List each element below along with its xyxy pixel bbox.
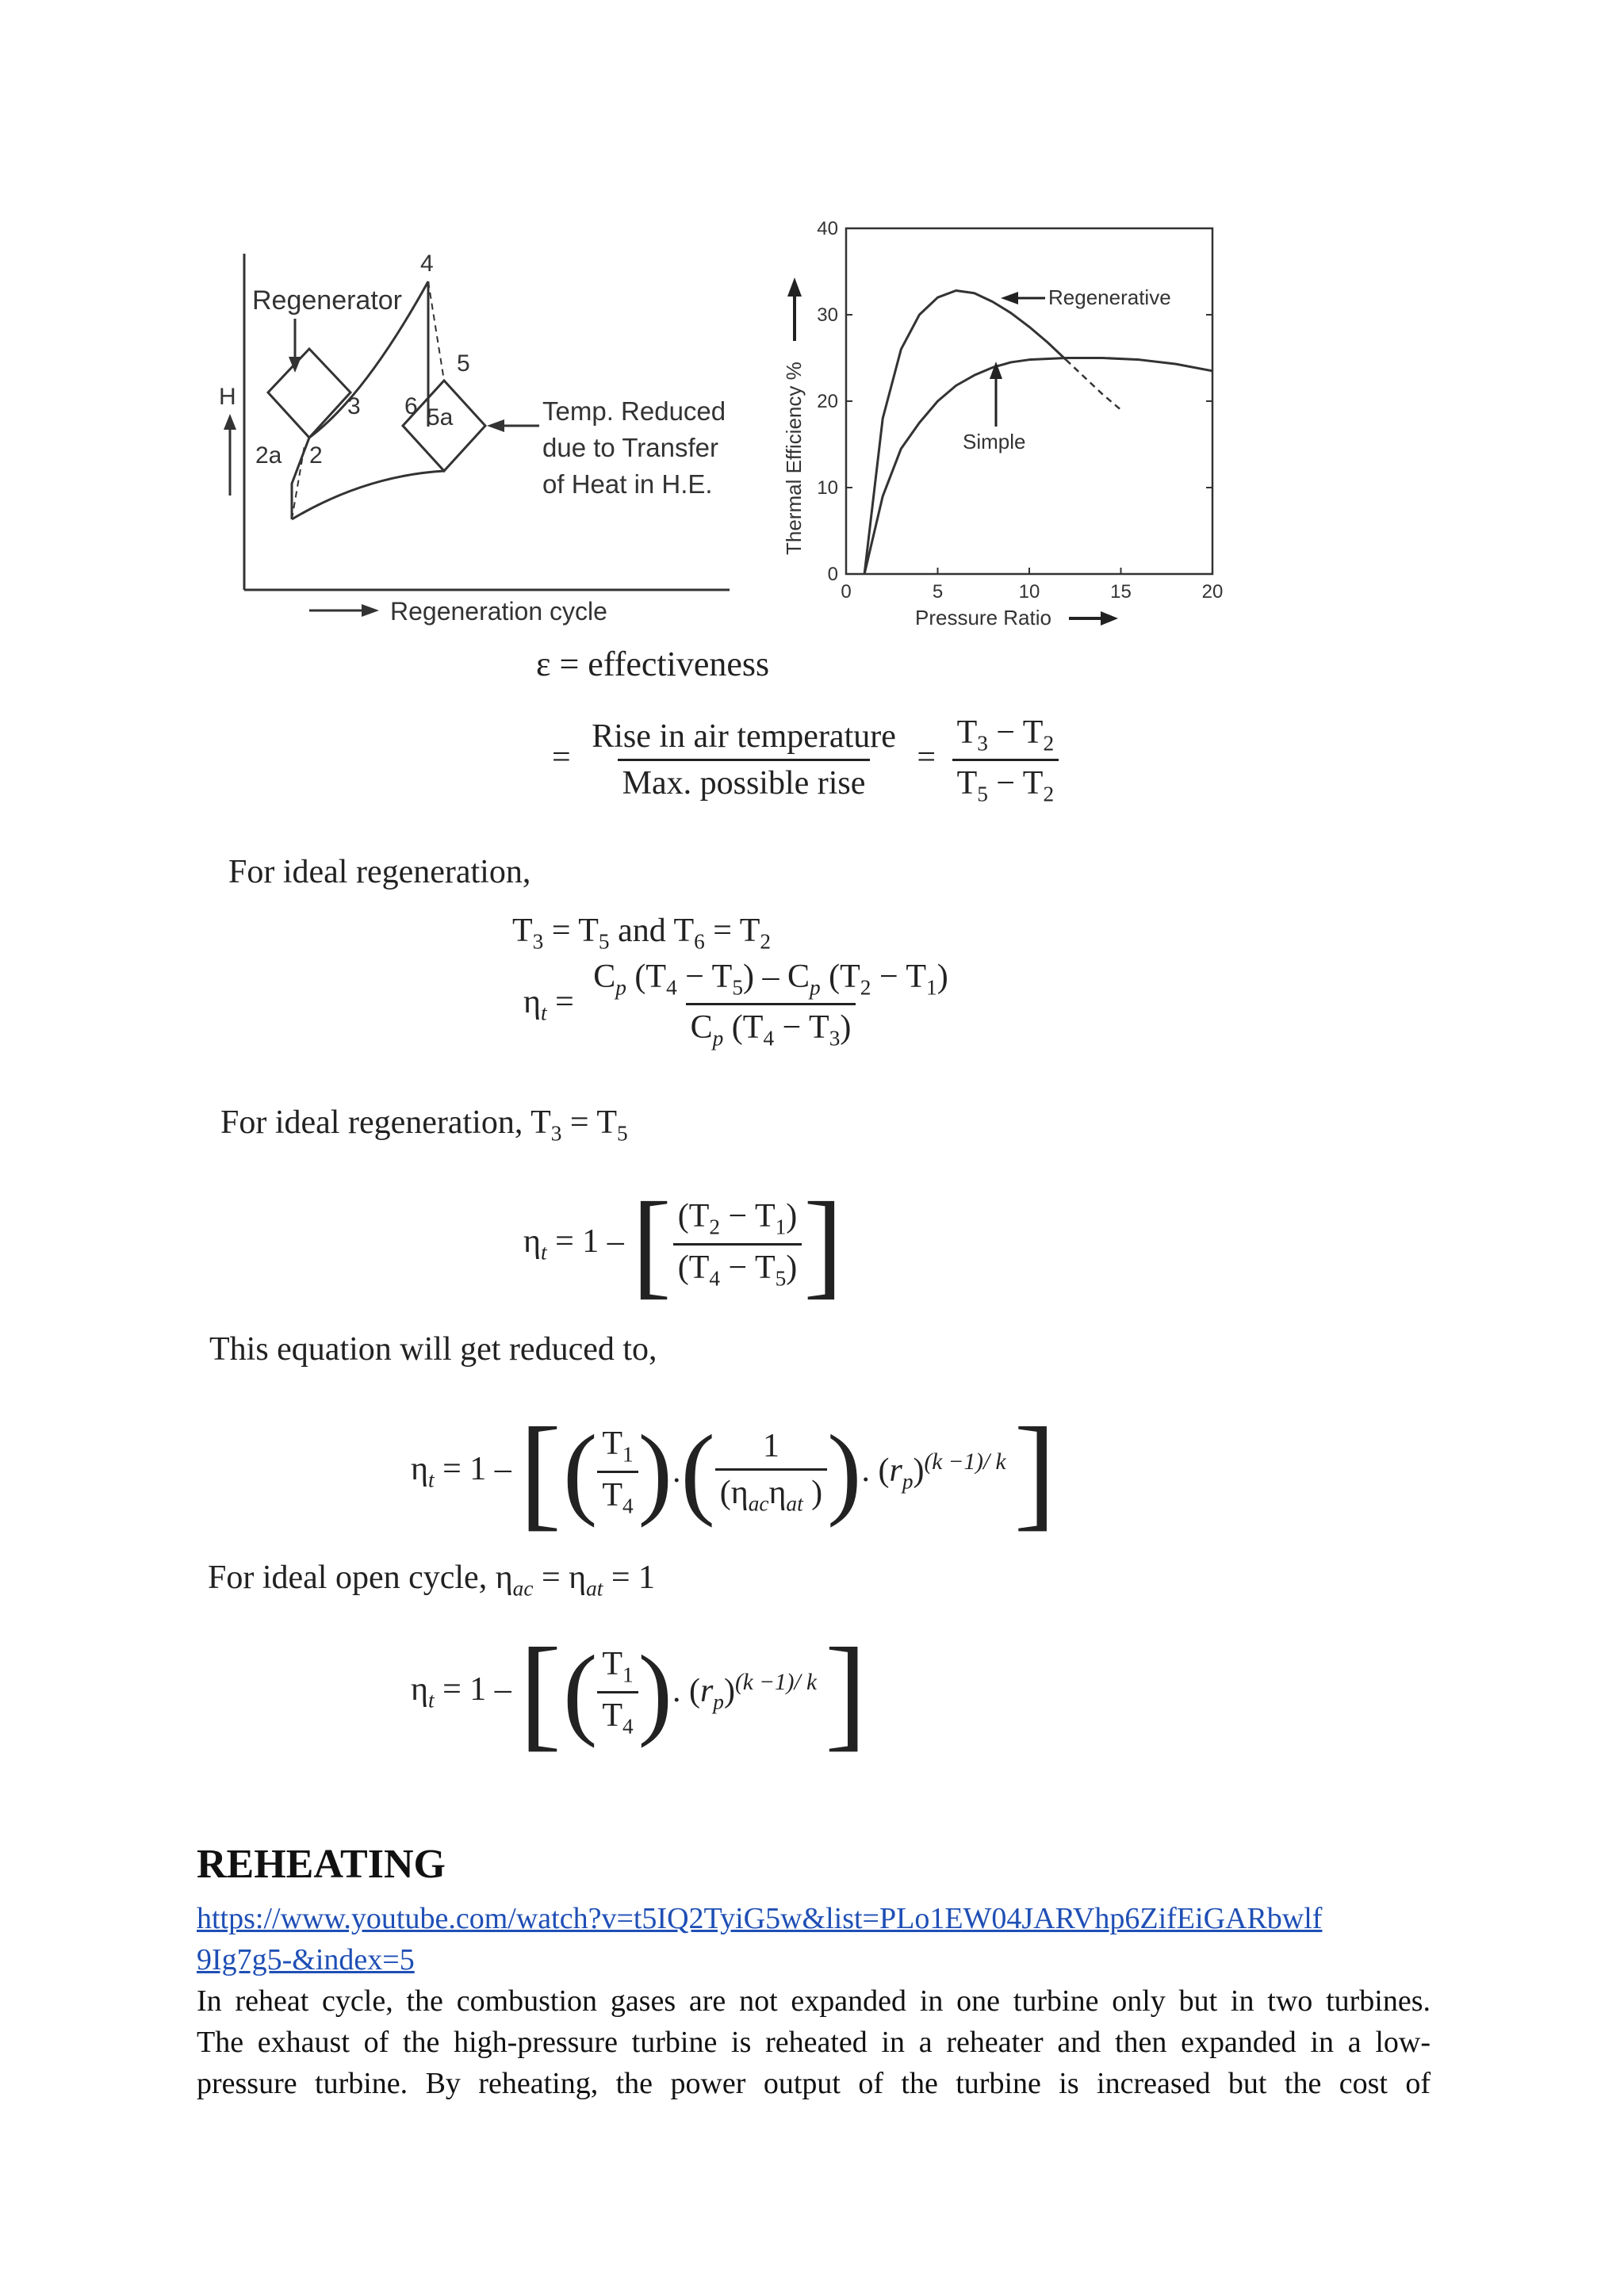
y-axis-title: Thermal Efficiency % (782, 362, 806, 555)
temp-arrow-icon (487, 419, 504, 432)
efficiency-equation-2: $\eta_t = 1$ – [ $\frac{(T_2 - T_1)}{(T_4 - T_5)}$ ] (523, 1178, 844, 1310)
x-axis-label: Regeneration cycle (390, 597, 607, 626)
y-tick-label: 30 (817, 304, 838, 326)
open-cycle-text: For ideal open cycle, $\eta_{ac} = \eta_{at} = 1$ (208, 1559, 656, 1601)
ideal-regen-text-2-label: For ideal regeneration, T (220, 1104, 551, 1141)
point-label-4: 4 (420, 251, 434, 277)
paragraph-line-1: In reheat cycle, the combustion gases are not expanded in one turbine only but in two turbines. (197, 1984, 1431, 2018)
effectiveness-equation: = $\frac{\text{Rise in air temperature}}{\text{Max. possible rise}}$ = $\frac{T_3 - T_2}{T_5 - T_2}$ (552, 714, 1059, 807)
efficiency-chart (777, 214, 1253, 642)
regenerative-pointer-icon (1001, 292, 1018, 304)
x-tick-label: 15 (1110, 581, 1132, 603)
x-arrow-icon (362, 604, 379, 617)
series-line-simple (864, 358, 1212, 575)
temp-note-line1: Temp. Reduced (542, 396, 726, 426)
x-tick-label: 5 (932, 581, 944, 603)
paragraph-line-3: pressure turbine. By reheating, the power output of the turbine is increased but the cost of (197, 2067, 1431, 2100)
ideal-regen-text-2: For ideal regeneration, $T_3 = T_5$ (220, 1104, 628, 1146)
temp-note-line3: of Heat in H.E. (542, 469, 713, 499)
series-line-dashed-regenerative (1066, 360, 1120, 410)
x-tick-label: 10 (1018, 581, 1040, 603)
ideal-regen-condition: $T_3 = T_5$ and $T_6 = T_2$ (512, 913, 772, 954)
x-tick-label: 20 (1201, 581, 1224, 603)
reheat-paragraph (197, 1980, 1431, 2104)
paragraph-line-2: The exhaust of the high-pressure turbine is reheated in a reheater and then expanded in a low- (197, 2026, 1431, 2059)
y-tick-label: 10 (817, 477, 838, 499)
efficiency-equation-3: $\eta_t = 1$ – [ ( $\frac{T_1}{T_4}$ ) . ( $\frac{1}{(\eta_{ac}\eta_{at} )}$ ) . $(r_p)^{(k -1)/ k}$ ] (411, 1401, 1056, 1542)
y-tick-label: 40 (817, 218, 838, 239)
section-heading: REHEATING (197, 1842, 446, 1887)
ideal-regen-text-1: For ideal regeneration, (228, 854, 531, 890)
youtube-link[interactable] (197, 1898, 1434, 1980)
x-tick-label: 0 (841, 581, 852, 603)
legend-simple: Simple (963, 430, 1026, 453)
x-title-arrow-icon (1101, 611, 1118, 626)
y-title-arrow-icon (787, 277, 802, 297)
youtube-link-line2: 9Ig7g5-&index=5 (197, 1943, 415, 1976)
exhaust-curve (292, 471, 444, 519)
point-label-5a: 5a (427, 404, 454, 430)
efficiency-equation-4: $\eta_t = 1$ – [ ( $\frac{T_1}{T_4}$ ) . $(r_p)^{(k -1)/ k}$ ] (411, 1621, 868, 1762)
y-tick-label: 0 (827, 564, 838, 585)
youtube-link-line1: https://www.youtube.com/watch?v=t5IQ2TyiG5w&list=PLo1EW04JARVhp6ZifEiGARbwlf (197, 1902, 1323, 1935)
rise-numerator: Rise in air temperature (592, 718, 896, 756)
effectiveness-definition: ε = effectiveness (536, 645, 770, 683)
plot-frame (846, 228, 1212, 574)
regenerator-diamond (268, 349, 350, 438)
point-label-3: 3 (347, 393, 361, 419)
regeneration-cycle-diagram (206, 238, 745, 650)
efficiency-equation-1: $\eta_t$ = $\frac{C_p (T_4 - T_5) - C_p (T_2 - T_1)}{C_p (T_4 - T_3)}$ (523, 959, 948, 1050)
rise-denominator: Max. possible rise (618, 759, 871, 802)
h-arrow-icon (224, 414, 236, 430)
x-axis-title: Pressure Ratio (915, 606, 1051, 629)
h-axis-label: H (219, 384, 236, 410)
point-label-6: 6 (404, 393, 418, 419)
open-cycle-label: For ideal open cycle, η (208, 1559, 513, 1596)
regenerator-label: Regenerator (252, 285, 403, 316)
legend-regenerative: Regenerative (1048, 285, 1171, 309)
point-label-2: 2 (309, 442, 323, 469)
reduced-text: This equation will get reduced to, (209, 1331, 657, 1368)
y-tick-label: 20 (817, 391, 838, 412)
point-label-5: 5 (457, 350, 470, 377)
temp-note-line2: due to Transfer (542, 433, 718, 462)
point-label-2a: 2a (255, 442, 282, 469)
